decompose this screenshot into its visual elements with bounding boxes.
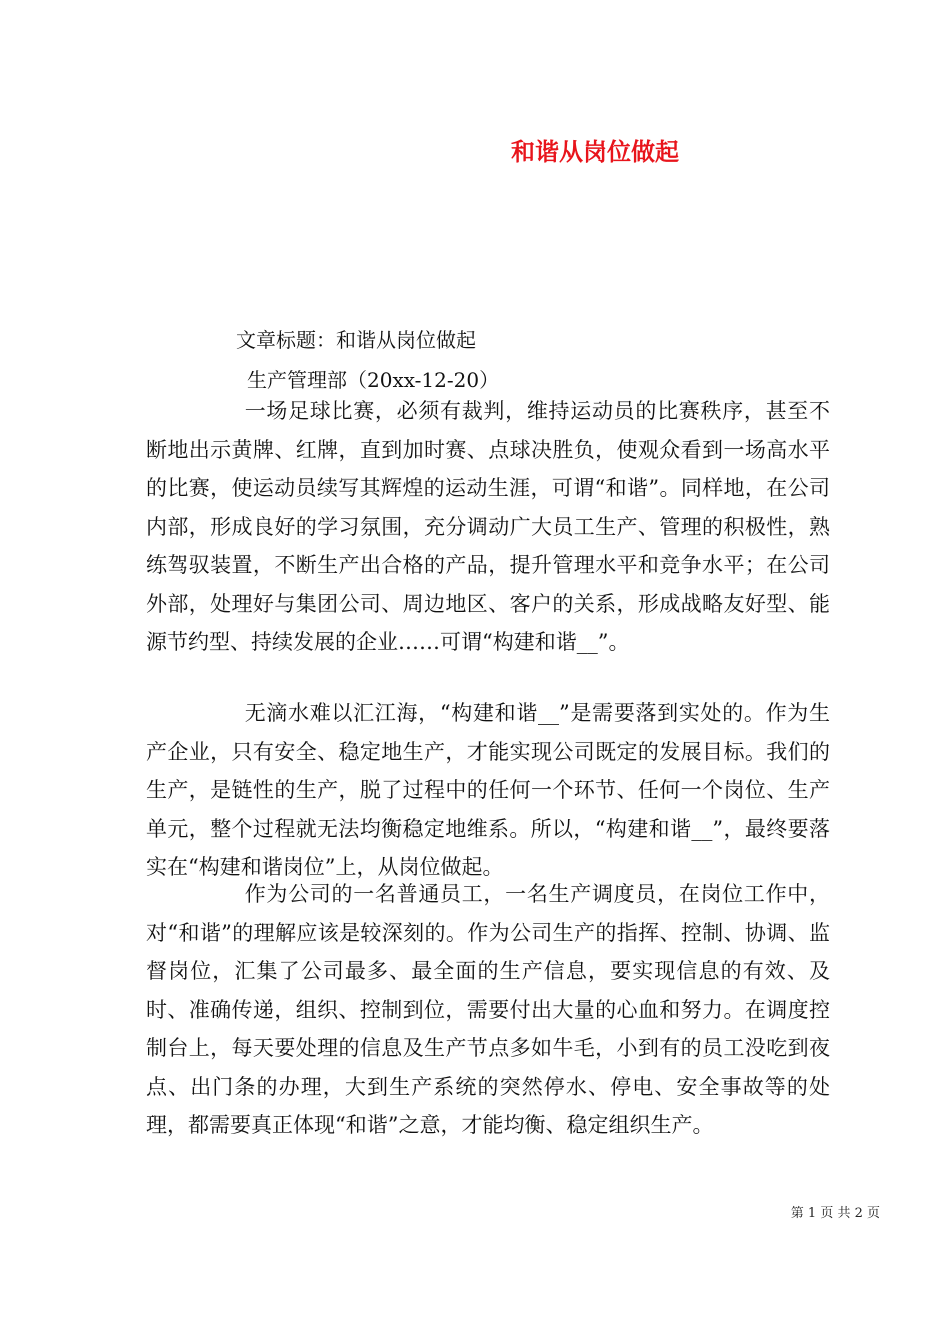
paragraph-2 [146, 694, 830, 887]
paragraph-text: 无滴水难以汇江海，“构建和谐__”是需要落到实处的。作为生产企业，只有安全、稳定地生产，才能实现公司既定的发展目标。我们的生产，是链性的生产，脱了过程中的任何一个环节、任何一个岗位、生产单元，整个过程就无法均衡稳定地维系。所以，“构建和谐__”，最终要落实在“构建和谐岗位”上，从岗位做起。 [146, 701, 830, 879]
paragraph-3 [146, 875, 830, 1145]
paragraph-text: 作为公司的一名普通员工，一名生产调度员，在岗位工作中，对“和谐”的理解应该是较深刻的。作为公司生产的指挥、控制、协调、监督岗位，汇集了公司最多、最全面的生产信息，要实现信息的有效、及时、准确传递，组织、控制到位，需要付出大量的心血和努力。在调度控制台上，每天要处理的信息及生产节点多如牛毛，小到有的员工没吃到夜点、出门条的办理，大到生产系统的突然停水、停电、安全事故等的处理，都需要真正体现“和谐”之意，才能均衡、稳定组织生产。 [146, 882, 830, 1137]
department-date-line: 生产管理部（20xx-12-20） [247, 368, 500, 392]
document-title: 和谐从岗位做起 [511, 137, 679, 166]
article-title-line: 文章标题：和谐从岗位做起 [236, 328, 476, 352]
page-number-footer: 第 1 页 共 2 页 [790, 1206, 880, 1221]
paragraph-text: 一场足球比赛，必须有裁判，维持运动员的比赛秩序，甚至不断地出示黄牌、红牌，直到加时赛、点球决胜负，使观众看到一场高水平的比赛，使运动员续写其辉煌的运动生涯，可谓“和谐”。同样地，在公司内部，形成良好的学习氛围，充分调动广大员工生产、管理的积极性，熟练驾驭装置，不断生产出合格的产品，提升管理水平和竞争水平；在公司外部，处理好与集团公司、周边地区、客户的关系，形成战略友好型、能源节约型、持续发展的企业……可谓“构建和谐__”。 [146, 399, 830, 654]
paragraph-1 [146, 392, 830, 662]
